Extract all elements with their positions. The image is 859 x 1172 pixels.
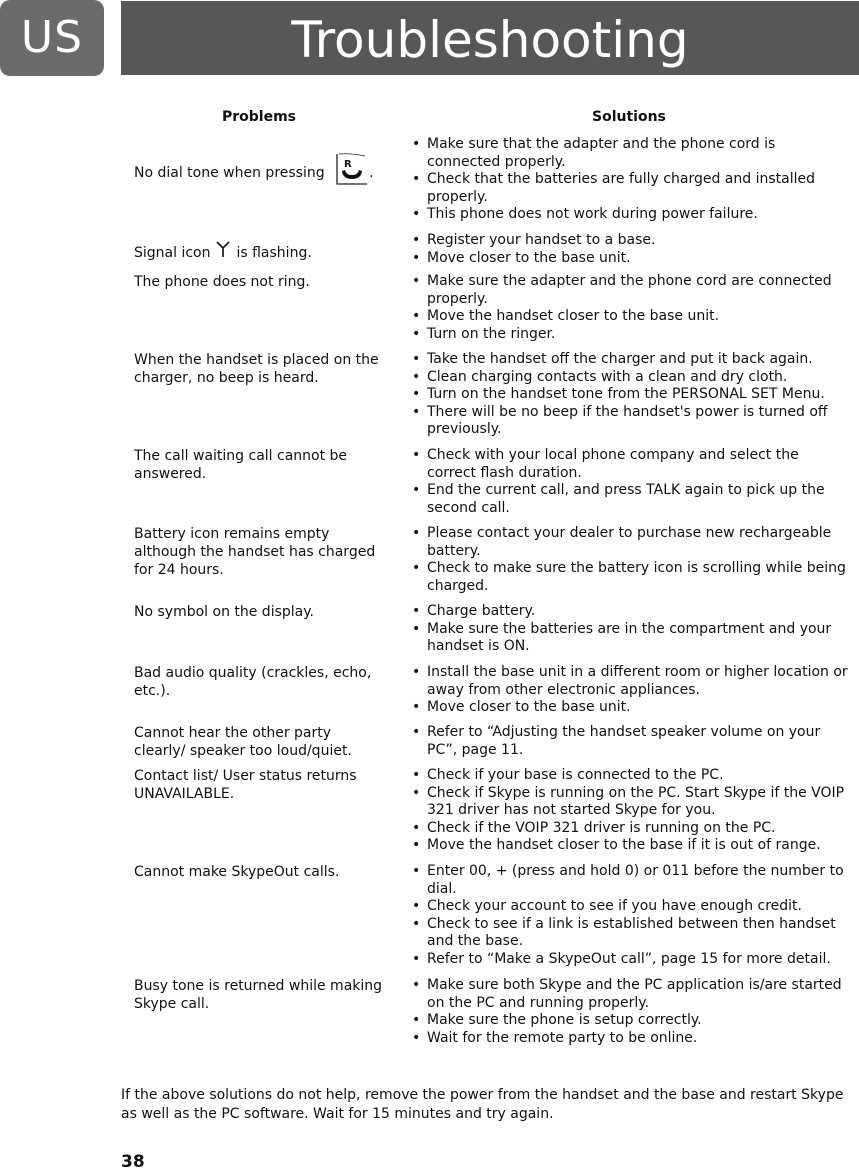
problem-text: Battery icon remains empty although the handset has charged for 24 hours. [134, 526, 376, 578]
solution-item: • Check if Skype is running on the PC. Start Skype if the VOIP 321 driver has not started Skype for you. [412, 784, 845, 819]
solutions-list [412, 863, 852, 969]
solution-item: • Make sure the batteries are in the compartment and your handset is ON. [412, 620, 832, 655]
r-key-icon [333, 152, 369, 186]
solution-item: • Clean charging contacts with a clean and dry cloth. [412, 368, 788, 385]
problem-text-part: . [369, 165, 374, 181]
problem-text: No symbol on the display. [134, 604, 314, 620]
solutions-list [412, 351, 852, 439]
solution-item: • Turn on the handset tone from the PERSONAL SET Menu. [412, 386, 825, 403]
footer-note: If the above solutions do not help, remove the power from the handset and the base and restart Skype as well as the PC software. Wait for 15 minutes and try again. [121, 1087, 844, 1122]
problem-text: Cannot make SkypeOut calls. [134, 864, 340, 880]
solution-item: • Check if your base is connected to the PC. [412, 767, 724, 783]
solution-item: • Check if the VOIP 321 driver is running on the PC. [412, 819, 776, 836]
solution-item: • Turn on the ringer. [412, 325, 556, 342]
solution-item: • Move closer to the base unit. [412, 249, 631, 266]
solution-item: • Install the base unit in a different room or higher location or away from other electronic appliances. [412, 664, 848, 698]
solution-item: • Enter 00, + (press and hold 0) or 011 before the number to dial. [412, 863, 844, 897]
signal-antenna-icon [216, 241, 230, 257]
solutions-list [412, 767, 852, 855]
page-title: Troubleshooting [121, 1, 859, 75]
solution-item: • Refer to “Adjusting the handset speaker volume on your PC”, page 11. [412, 724, 821, 758]
solution-item: • Check to make sure the battery icon is scrolling while being charged. [412, 560, 846, 594]
solutions-list [412, 136, 852, 224]
solution-item: • Move the handset closer to the base unit. [412, 308, 720, 325]
solutions-list [412, 724, 852, 759]
problem-text: Contact list/ User status returns UNAVAILABLE. [134, 768, 357, 802]
solutions-column-header: Solutions [592, 109, 666, 125]
problem-text-part: is flashing. [236, 245, 312, 261]
solution-item: • Check to see if a link is established between then handset and the base. [412, 915, 836, 950]
solutions-list [412, 977, 852, 1047]
solution-item: • Check with your local phone company and select the correct flash duration. [412, 447, 799, 481]
problem-text: When the handset is placed on the charger, no beep is heard. [134, 352, 379, 386]
problems-column-header: Problems [222, 109, 297, 125]
language-tab: US [0, 0, 104, 76]
solution-item: • Please contact your dealer to purchase new rechargeable battery. [412, 525, 832, 559]
solution-item: • Register your handset to a base. [412, 232, 656, 248]
solution-item: • End the current call, and press TALK again to pick up the second call. [412, 482, 825, 516]
solution-item: • Take the handset off the charger and put it back again. [412, 351, 813, 367]
solution-item: • There will be no beep if the handset's power is turned off previously. [412, 403, 828, 438]
problem-text: The call waiting call cannot be answered. [134, 448, 348, 482]
solution-item: • Check that the batteries are fully charged and installed properly. [412, 171, 815, 205]
problem-text-part: No dial tone when pressing [134, 165, 325, 181]
solution-item: • Check your account to see if you have enough credit. [412, 898, 802, 915]
solution-item: • Refer to “Make a SkypeOut call”, page 15 for more detail. [412, 950, 831, 967]
solution-item: • Charge battery. [412, 603, 536, 619]
solution-item: • Make sure the phone is setup correctly. [412, 1012, 702, 1029]
solution-item: • This phone does not work during power failure. [412, 206, 758, 223]
problem-text [134, 156, 386, 190]
solutions-list [412, 603, 852, 656]
solutions-list [412, 447, 852, 517]
solution-item: • Move closer to the base unit. [412, 699, 631, 716]
page-number: 38 [121, 1152, 145, 1172]
problem-text: Cannot hear the other party clearly/ speaker too loud/quiet. [134, 725, 352, 759]
solution-item: • Make sure the adapter and the phone cord are connected properly. [412, 273, 832, 307]
solution-item: • Move the handset closer to the base if it is out of range. [412, 837, 821, 854]
solutions-list [412, 232, 852, 267]
solutions-list [412, 664, 852, 717]
solution-item: • Wait for the remote party to be online. [412, 1029, 698, 1046]
problem-text: Bad audio quality (crackles, echo, etc.). [134, 665, 372, 699]
r-key-label: R [344, 159, 352, 170]
solution-item: • Make sure both Skype and the PC application is/are started on the PC and running properly. [412, 977, 842, 1011]
problem-text [134, 244, 386, 262]
solution-item: • Make sure that the adapter and the phone cord is connected properly. [412, 136, 776, 170]
problem-text-part: Signal icon [134, 245, 211, 261]
solutions-list [412, 273, 852, 343]
problem-text: The phone does not ring. [134, 274, 310, 290]
solutions-list [412, 525, 852, 595]
problem-text: Busy tone is returned while making Skype call. [134, 978, 383, 1012]
